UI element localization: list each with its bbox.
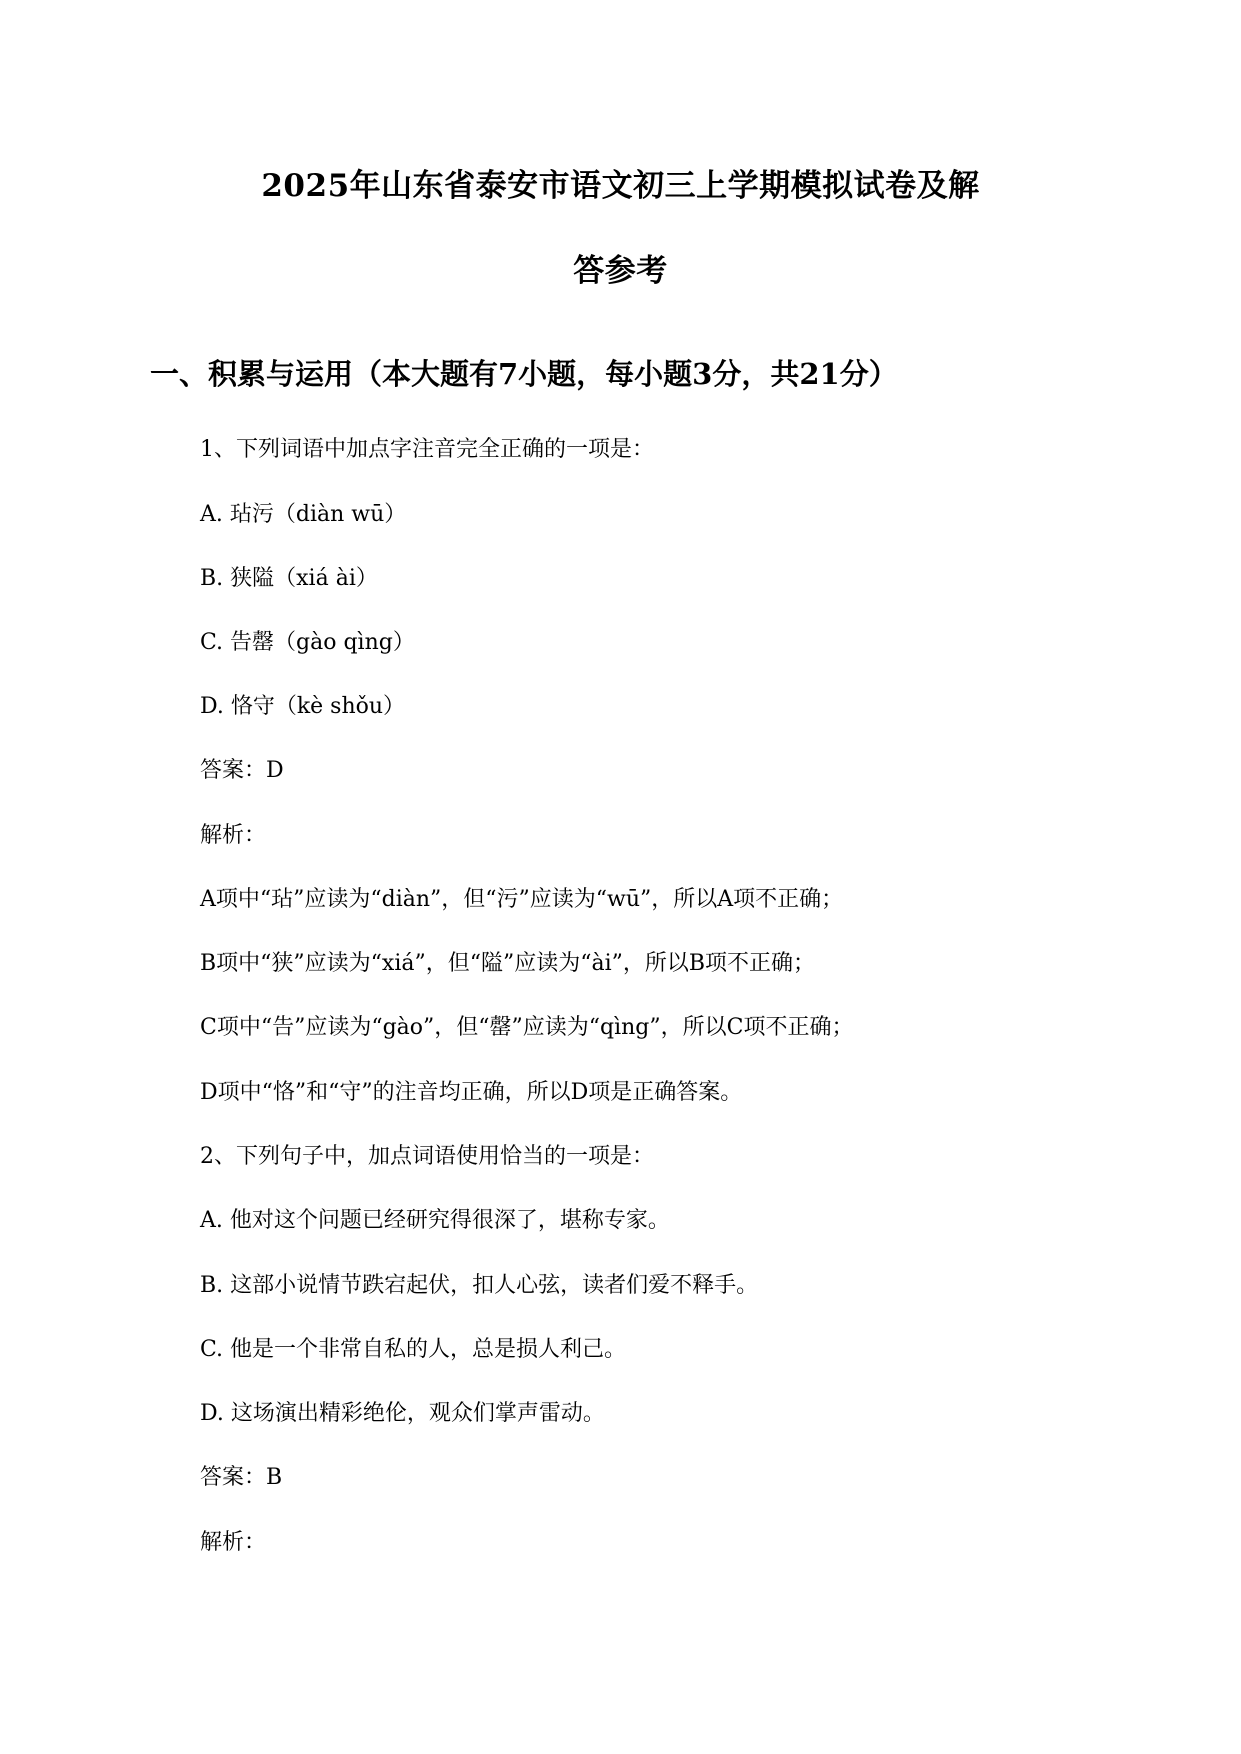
question-1-option-b: B. 狭隘（xiá ài） xyxy=(200,566,378,591)
document-title-line-1: 2025年山东省泰安市语文初三上学期模拟试卷及解 xyxy=(261,168,980,204)
question-2-stem: 2、下列句子中，加点词语使用恰当的一项是： xyxy=(200,1144,654,1169)
document-title-line-2: 答参考 xyxy=(573,253,668,289)
question-1-analysis-a: A项中“玷”应读为“diàn”，但“污”应读为“wū”，所以A项不正确； xyxy=(200,887,844,912)
question-2-analysis-label: 解析： xyxy=(200,1530,267,1555)
question-2-option-c: C. 他是一个非常自私的人，总是损人利己。 xyxy=(200,1337,627,1362)
question-1-analysis-b: B项中“狭”应读为“xiá”，但“隘”应读为“ài”，所以B项不正确； xyxy=(200,951,816,976)
question-1-option-a: A. 玷污（diàn wū） xyxy=(200,502,407,527)
question-1-answer: 答案：D xyxy=(200,758,284,783)
question-1-analysis-label: 解析： xyxy=(200,823,267,848)
section-heading: 一、积累与运用（本大题有7小题，每小题3分，共21分） xyxy=(150,357,898,391)
question-1-analysis-d: D项中“恪”和“守”的注音均正确，所以D项是正确答案。 xyxy=(200,1080,743,1105)
question-2-option-d: D. 这场演出精彩绝伦，观众们掌声雷动。 xyxy=(200,1401,605,1426)
question-1-analysis-c: C项中“告”应读为“gào”，但“罄”应读为“qìng”，所以C项不正确； xyxy=(200,1015,854,1040)
question-2-option-a: A. 他对这个问题已经研究得很深了，堪称专家。 xyxy=(200,1208,670,1233)
question-1-option-d: D. 恪守（kè shǒu） xyxy=(200,694,406,719)
question-1-option-c: C. 告罄（gào qìng） xyxy=(200,630,415,655)
question-2-answer: 答案：B xyxy=(200,1465,283,1490)
question-2-option-b: B. 这部小说情节跌宕起伏，扣人心弦，读者们爱不释手。 xyxy=(200,1273,759,1298)
question-1-stem: 1、下列词语中加点字注音完全正确的一项是： xyxy=(200,437,654,462)
